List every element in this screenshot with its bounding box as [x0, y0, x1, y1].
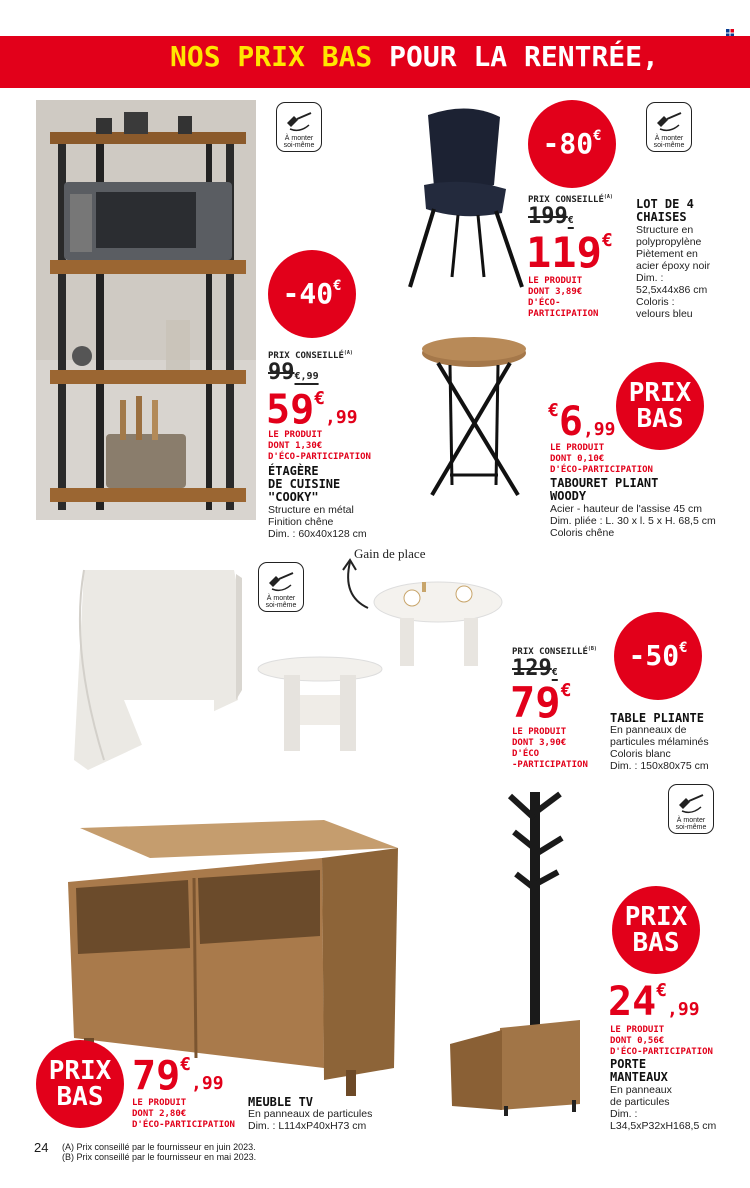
- stool-product-image: [410, 335, 540, 505]
- stool-eco: [550, 443, 653, 476]
- shelf-price-int: 59: [266, 387, 315, 433]
- tv-price-int: 79: [132, 1053, 181, 1099]
- shelf-discount-badge: [268, 250, 356, 338]
- screwdriver-hand-icon: [676, 793, 706, 815]
- coat-desc-line4: L34,5xP32xH168,5 cm: [610, 1120, 717, 1132]
- chairs-desc-line6: 52,5x44x86 cm: [636, 284, 708, 296]
- table-discount-value: -50: [628, 639, 680, 672]
- assembly-badge-line1: À monter: [266, 595, 296, 602]
- chairs-old-euro: €: [567, 215, 574, 226]
- assembly-badge-shelf: [276, 102, 322, 152]
- coat-title: [610, 1058, 668, 1084]
- stool-prix-bas-line1: PRIX: [628, 378, 692, 408]
- table-eco-line4: -PARTICIPATION: [512, 760, 588, 770]
- chairs-desc-line2: polypropylène: [636, 236, 702, 248]
- screwdriver-hand-icon: [266, 571, 296, 593]
- footer-note-a: (A) Prix conseillé par le fournisseur en juin 2023.: [62, 1142, 256, 1152]
- header-title-part2: POUR LA RENTRÉE,: [372, 40, 659, 73]
- chairs-old-int: 199: [528, 204, 568, 229]
- curved-arrow-icon: [334, 556, 374, 617]
- chairs-desc-line3: Piètement en: [636, 248, 698, 260]
- chairs-desc-line5: Dim. :: [636, 272, 664, 284]
- table-eco-line1: LE PRODUIT: [512, 727, 567, 737]
- table-pc-ref: (B): [587, 646, 597, 652]
- coat-eco-line3: D'ÉCO-PARTICIPATION: [610, 1047, 713, 1057]
- tv-unit-image: [68, 818, 398, 1098]
- coat-desc-line1: En panneaux: [610, 1084, 672, 1096]
- coat-prix-bas-line1: PRIX: [624, 902, 688, 932]
- footer-note-b: (B) Prix conseillé par le fournisseur en mai 2023.: [62, 1152, 257, 1162]
- stool-desc: [550, 503, 716, 539]
- tv-desc-line1: En panneaux de particules: [248, 1108, 373, 1120]
- shelf-title-line3: "COOKY": [268, 490, 319, 504]
- stool-eco-line3: D'ÉCO-PARTICIPATION: [550, 465, 653, 475]
- shelf-eco-line3: D'ÉCO-PARTICIPATION: [268, 452, 371, 462]
- table-desc-line4: Dim. : 150x80x75 cm: [610, 760, 709, 772]
- chairs-title-line1: LOT DE 4: [636, 197, 694, 211]
- stool-desc-line3: Coloris chêne: [550, 527, 615, 539]
- table-title-line1: TABLE PLIANTE: [610, 711, 704, 725]
- coat-price: [608, 979, 700, 1025]
- tv-eco-line1: LE PRODUIT: [132, 1098, 187, 1108]
- coat-price-cents: ,99: [667, 999, 700, 1020]
- gain-de-place-label: Gain de place: [354, 546, 426, 561]
- stool-price-euro: €: [548, 400, 559, 421]
- assembly-badge-line1: À monter: [284, 135, 314, 142]
- shelf-title: [268, 465, 340, 504]
- stool-title-line1: TABOURET PLIANT: [550, 476, 659, 490]
- header-title-part1: NOS PRIX BAS: [170, 40, 373, 73]
- coat-title-line2: MANTEAUX: [610, 1070, 668, 1084]
- coat-prix-bas-line2: BAS: [632, 928, 680, 958]
- assembly-badge-table: [258, 562, 304, 612]
- stool-prix-bas-line2: BAS: [636, 404, 684, 434]
- coat-eco: [610, 1025, 713, 1058]
- coat-title-line1: PORTE: [610, 1057, 647, 1071]
- header-title: [170, 40, 659, 73]
- shelf-discount-value: -40: [282, 277, 334, 310]
- shelf-title-line2: DE CUISINE: [268, 477, 341, 491]
- shelf-desc-line1: Structure en métal: [268, 504, 354, 516]
- chairs-desc: [636, 224, 710, 320]
- coat-eco-line1: LE PRODUIT: [610, 1025, 665, 1035]
- stool-title: [550, 477, 658, 503]
- chairs-pc-text: PRIX CONSEILLÉ: [528, 195, 604, 205]
- tv-prix-bas-badge: [36, 1040, 124, 1128]
- table-desc: [610, 724, 709, 772]
- assembly-badge-line2: soi-même: [653, 142, 685, 149]
- footer-notes: [62, 1142, 256, 1162]
- chairs-discount-value: -80: [542, 127, 594, 160]
- stool-eco-line1: LE PRODUIT: [550, 443, 605, 453]
- tv-desc-line2: Dim. : L114xP40xH73 cm: [248, 1120, 367, 1132]
- tv-prix-bas-line2: BAS: [56, 1082, 104, 1112]
- chairs-price-int: 119: [526, 228, 602, 277]
- stool-price-cents: ,99: [582, 419, 616, 440]
- assembly-badge-line2: soi-même: [283, 142, 315, 149]
- coat-desc-line3: Dim. :: [610, 1108, 638, 1120]
- stool-title-line2: WOODY: [550, 489, 587, 503]
- shelf-discount-symbol: €: [333, 278, 342, 294]
- shelf-desc: [268, 504, 367, 540]
- shelf-price: [266, 387, 358, 433]
- table-desc-line3: Coloris blanc: [610, 748, 671, 760]
- shelf-title-line1: ÉTAGÈRE: [268, 464, 319, 478]
- chairs-title-line2: CHAISES: [636, 210, 687, 224]
- table-eco: [512, 727, 588, 771]
- shelf-eco: [268, 430, 371, 463]
- coat-desc-line2: de particules: [610, 1096, 670, 1108]
- shelf-desc-line3: Dim. : 60x40x128 cm: [268, 528, 367, 540]
- assembly-badge-coat: [668, 784, 714, 834]
- folding-table-image: [64, 560, 244, 770]
- stool-price-int: 6: [558, 399, 583, 445]
- stool-price: [548, 399, 616, 445]
- chairs-pc-ref: (A): [603, 194, 613, 200]
- tv-prix-bas-line1: PRIX: [48, 1056, 112, 1086]
- chairs-desc-line4: acier époxy noir: [636, 260, 711, 272]
- chairs-old-price: [528, 204, 574, 229]
- shelf-pc-ref: (A): [343, 350, 353, 356]
- stool-eco-line2: DONT 0,10€: [550, 454, 605, 464]
- tv-eco-line2: DONT 2,80€: [132, 1109, 187, 1119]
- extended-table-image: [372, 568, 506, 668]
- shelf-old-euro: €: [294, 371, 301, 382]
- stool-prix-bas-badge: [616, 362, 704, 450]
- chairs-discount-badge: [528, 100, 616, 188]
- chairs-title: [636, 198, 694, 224]
- coat-price-int: 24: [608, 979, 657, 1025]
- assembly-badge-chairs: [646, 102, 692, 152]
- tv-title-line1: MEUBLE TV: [248, 1095, 314, 1109]
- stool-desc-line2: Dim. pliée : L. 30 x l. 5 x H. 68,5 cm: [550, 515, 716, 527]
- table-eco-line3: D'ÉCO: [512, 749, 540, 759]
- chairs-eco-line1: LE PRODUIT: [528, 276, 583, 286]
- chairs-desc-line1: Structure en: [636, 224, 694, 236]
- tv-price: [132, 1053, 224, 1099]
- shelf-desc-line2: Finition chêne: [268, 516, 334, 528]
- shelf-old-price: [268, 360, 319, 385]
- coat-desc: [610, 1084, 716, 1132]
- coat-prix-bas-badge: [612, 886, 700, 974]
- tv-price-euro: €: [180, 1054, 192, 1075]
- table-discount-symbol: €: [679, 640, 688, 656]
- table-price-int: 79: [510, 678, 561, 727]
- coat-eco-line2: DONT 0,56€: [610, 1036, 665, 1046]
- coat-rack-image: [444, 788, 598, 1118]
- chairs-desc-line7: Coloris :: [636, 296, 675, 308]
- shelf-price-euro: €: [314, 388, 326, 409]
- shelf-eco-line1: LE PRODUIT: [268, 430, 323, 440]
- brand-logo-icon: [726, 24, 734, 32]
- chairs-eco-line4: PARTICIPATION: [528, 309, 599, 319]
- shelf-old-int: 99: [268, 360, 295, 385]
- chairs-eco-line3: D'ÉCO-: [528, 298, 561, 308]
- coat-price-euro: €: [656, 980, 668, 1001]
- assembly-badge-line1: À monter: [676, 817, 706, 824]
- table-desc-line2: particules mélaminés: [610, 736, 709, 748]
- chairs-eco-line2: DONT 3,89€: [528, 287, 583, 297]
- screwdriver-hand-icon: [284, 111, 314, 133]
- round-table-image: [256, 655, 386, 755]
- chairs-desc-line8: velours bleu: [636, 308, 693, 320]
- table-price: [510, 678, 572, 727]
- table-price-euro: €: [560, 680, 572, 701]
- chairs-price: [526, 228, 613, 277]
- table-discount-badge: [614, 612, 702, 700]
- chairs-eco: [528, 276, 598, 320]
- table-old-int: 129: [512, 656, 552, 681]
- chairs-discount-symbol: €: [593, 128, 602, 144]
- tv-eco-line3: D'ÉCO-PARTICIPATION: [132, 1120, 235, 1130]
- shelf-eco-line2: DONT 1,30€: [268, 441, 323, 451]
- tv-price-cents: ,99: [191, 1073, 224, 1094]
- table-pc-text: PRIX CONSEILLÉ: [512, 647, 588, 657]
- shelf-old-cents: ,99: [300, 371, 319, 382]
- screwdriver-hand-icon: [654, 111, 684, 133]
- shelf-price-cents: ,99: [325, 407, 358, 428]
- tv-desc: [248, 1108, 372, 1132]
- page-number: 24: [34, 1140, 49, 1155]
- shelf-product-image: [36, 100, 256, 520]
- table-old-euro: €: [551, 667, 558, 678]
- chair-product-image: [398, 105, 538, 295]
- tv-eco: [132, 1098, 235, 1131]
- stool-desc-line1: Acier - hauteur de l'assise 45 cm: [550, 503, 702, 515]
- shelf-pc-text: PRIX CONSEILLÉ: [268, 351, 344, 361]
- table-eco-line2: DONT 3,90€: [512, 738, 567, 748]
- assembly-badge-line1: À monter: [654, 135, 684, 142]
- assembly-badge-line2: soi-même: [265, 602, 297, 609]
- assembly-badge-line2: soi-même: [675, 824, 707, 831]
- table-desc-line1: En panneaux de: [610, 724, 687, 736]
- chairs-price-euro: €: [601, 230, 613, 251]
